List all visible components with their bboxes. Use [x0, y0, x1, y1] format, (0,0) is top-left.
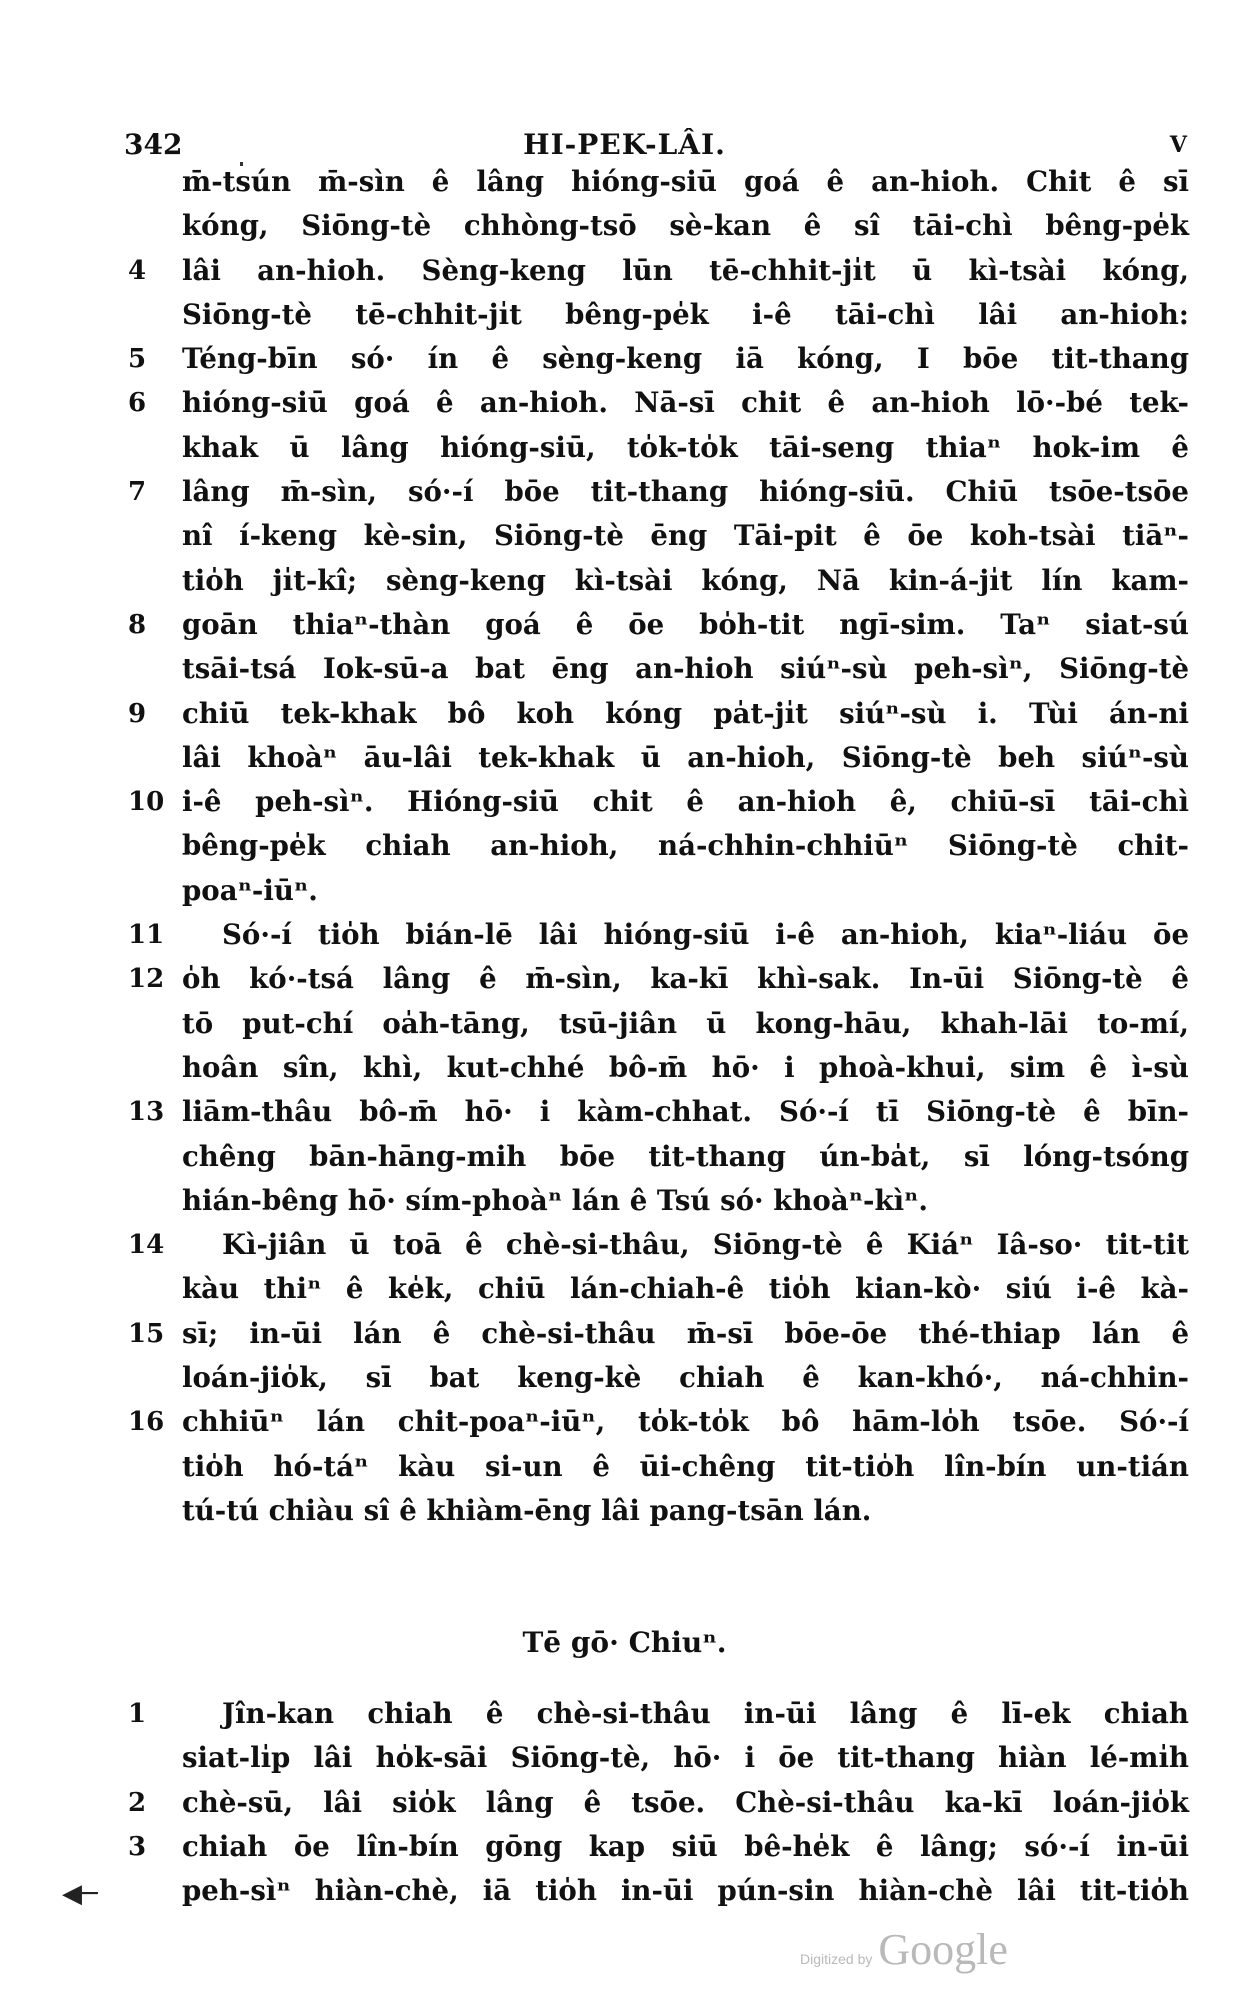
line-text: poaⁿ-iūⁿ.: [182, 873, 318, 907]
text-line: [0, 736, 1249, 780]
line-text: Jîn-kan chiah ê chè-si-thâu in-ūi lâng ê lī-ek chiah: [222, 1697, 1189, 1730]
verse-number: 9: [128, 698, 147, 729]
verse-number: 2: [128, 1787, 147, 1818]
verse-number: 12: [128, 964, 165, 995]
text-line: [0, 1267, 1249, 1311]
line-text: hióng-siū goá ê an-hioh. Nā-sī chit ê an-hioh lō·-bé tek-: [182, 386, 1189, 420]
line-text: goān thiaⁿ-thàn goá ê ōe bo̍h-tit ngī-sim. Taⁿ siat-sú: [182, 607, 1189, 641]
line-text: Só·-í tio̍h bián-lē lâi hióng-siū i-ê an-hioh, kiaⁿ-liáu ōe: [222, 918, 1189, 952]
text-line: [0, 1090, 1249, 1134]
text-line: [0, 1312, 1249, 1356]
line-text: hián-bêng hō· sím-phoàⁿ lán ê Tsú só· khoàⁿ-kìⁿ.: [182, 1183, 928, 1217]
line-text: m̄-tsún m̄-sìn ê lâng hióng-siū goá ê an-hioh. Chit ê sī: [182, 165, 1189, 198]
text-line: [0, 780, 1249, 824]
text-line: [0, 1356, 1249, 1400]
text-line: [0, 1869, 1249, 1913]
text-line: [0, 824, 1249, 868]
line-text: nî í-keng kè-sin, Siōng-tè ēng Tāi-pit ê ōe koh-tsài tiāⁿ-: [182, 519, 1189, 553]
line-text: lâng m̄-sìn, só·-í bōe tit-thang hióng-siū. Chiū tsōe-tsōe: [182, 475, 1189, 509]
text-line: [0, 1445, 1249, 1489]
line-text: lâi an-hioh. Sèng-keng lūn tē-chhit-ji̍t ū kì-tsài kóng,: [182, 253, 1189, 287]
verse-number: 5: [128, 344, 147, 375]
line-text: tio̍h hó-táⁿ kàu si-un ê ūi-chêng tit-tio̍h lîn-bín un-tián: [182, 1449, 1189, 1483]
verse-number: 1: [128, 1699, 147, 1729]
text-line: [0, 1179, 1249, 1223]
line-text: chiah ōe lîn-bín gōng kap siū bê-he̍k ê lâng; só·-í in-ūi: [182, 1829, 1189, 1863]
verse-number: 16: [128, 1407, 165, 1438]
line-text: o̍h kó·-tsá lâng ê m̄-sìn, ka-kī khì-sak. In-ūi Siōng-tè ê: [182, 962, 1189, 996]
text-line: [0, 692, 1249, 736]
text-line: [0, 1692, 1249, 1736]
text-line: [0, 1781, 1249, 1825]
verse-number: 4: [128, 255, 147, 286]
body-text-section-2: [0, 1692, 1249, 1913]
line-text: chhiūⁿ lán chit-poaⁿ-iūⁿ, to̍k-to̍k bô hām-lo̍h tsōe. Só·-í: [182, 1405, 1189, 1439]
line-text: kàu thiⁿ ê ke̍k, chiū lán-chiah-ê tio̍h kian-kò· siú i-ê kà-: [182, 1272, 1189, 1306]
watermark: [800, 1924, 1008, 1975]
verse-number: 13: [128, 1097, 165, 1128]
line-text: sī; in-ūi lán ê chè-si-thâu m̄-sī bōe-ōe thé-thiap lán ê: [182, 1316, 1189, 1350]
line-text: kóng, Siōng-tè chhòng-tsō sè-kan ê sî tāi-chì bêng-pe̍k: [182, 209, 1189, 243]
line-text: tú-tú chiàu sî ê khiàm-ēng lâi pang-tsān lán.: [182, 1493, 872, 1527]
text-line: [0, 160, 1249, 204]
line-text: peh-sìⁿ hiàn-chè, iā tio̍h in-ūi pún-sin hiàn-chè lâi tit-tio̍h: [182, 1874, 1189, 1908]
line-text: liām-thâu bô-m̄ hō· i kàm-chhat. Só·-í tī Siōng-tè ê bīn-: [182, 1095, 1189, 1129]
line-text: bêng-pe̍k chiah an-hioh, ná-chhin-chhiūⁿ Siōng-tè chit-: [182, 829, 1189, 863]
text-line: [0, 559, 1249, 603]
text-line: [0, 1135, 1249, 1179]
verse-number: 15: [128, 1318, 165, 1349]
text-line: [0, 293, 1249, 337]
text-line: [0, 381, 1249, 425]
line-text: i-ê peh-sìⁿ. Hióng-siū chit ê an-hioh ê, chiū-sī tāi-chì: [182, 785, 1189, 819]
verse-number: 14: [128, 1230, 165, 1261]
line-text: chè-sū, lâi sio̍k lâng ê tsōe. Chè-si-thâu ka-kī loán-jio̍k: [182, 1785, 1189, 1819]
line-text: lâi khoàⁿ āu-lâi tek-khak ū an-hioh, Siōng-tè beh siúⁿ-sù: [182, 740, 1189, 774]
text-line: [0, 426, 1249, 470]
text-line: [0, 470, 1249, 514]
text-line: [0, 957, 1249, 1001]
verse-number: 6: [128, 388, 147, 419]
verse-number: 11: [128, 920, 165, 951]
text-line: [0, 869, 1249, 913]
line-text: Siōng-tè tē-chhit-ji̍t bêng-pe̍k i-ê tāi-chì lâi an-hioh:: [182, 297, 1189, 331]
text-line: [0, 1736, 1249, 1780]
line-text: loán-jio̍k, sī bat keng-kè chiah ê kan-khó·, ná-chhin-: [182, 1361, 1189, 1395]
text-line: [0, 337, 1249, 381]
verse-number: 3: [128, 1831, 147, 1862]
text-line: [0, 1046, 1249, 1090]
text-line: [0, 1489, 1249, 1533]
line-text: chiū tek-khak bô koh kóng pa̍t-ji̍t siúⁿ-sù i. Tùi án-ni: [182, 696, 1189, 730]
text-line: [0, 1825, 1249, 1869]
text-line: [0, 913, 1249, 957]
line-text: tsāi-tsá Iok-sū-a bat ēng an-hioh siúⁿ-sù peh-sìⁿ, Siōng-tè: [182, 652, 1189, 686]
line-text: tō put-chí oa̍h-tāng, tsū-jiân ū kong-hāu, khah-lāi to-mí,: [182, 1006, 1189, 1040]
line-text: hoân sîn, khì, kut-chhé bô-m̄ hō· i phoà-khui, sim ê ì-sù: [182, 1050, 1189, 1084]
page-number: 342: [124, 128, 183, 161]
signature-mark: V: [1169, 132, 1187, 158]
verse-number: 10: [128, 787, 165, 818]
verse-number: 7: [128, 477, 147, 508]
text-line: [0, 249, 1249, 293]
text-line: [0, 1223, 1249, 1267]
watermark-prefix: Digitized by: [800, 1951, 873, 1967]
verse-number: 8: [128, 609, 147, 640]
line-text: siat-li̍p lâi ho̍k-sāi Siōng-tè, hō· i ōe tit-thang hiàn lé-mi̍h: [182, 1741, 1189, 1775]
line-text: Kì-jiân ū toā ê chè-si-thâu, Siōng-tè ê Kiáⁿ Iâ-so· tit-tit: [222, 1228, 1189, 1262]
text-line: [0, 603, 1249, 647]
body-text-section-1: [0, 160, 1249, 1533]
text-line: [0, 647, 1249, 691]
line-text: Téng-bīn só· ín ê sèng-keng iā kóng, I bōe tit-thang: [182, 342, 1189, 376]
running-title: HI-PEK-LÂI.: [523, 128, 726, 161]
line-text: tio̍h ji̍t-kî; sèng-keng kì-tsài kóng, Nā kin-á-ji̍t lín kam-: [182, 563, 1189, 597]
text-line: [0, 204, 1249, 248]
text-line: [0, 1400, 1249, 1444]
text-line: [0, 1002, 1249, 1046]
watermark-logo: Google: [878, 1925, 1008, 1974]
line-text: chêng bān-hāng-mih bōe tit-thang ún-ba̍t, sī lóng-tsóng: [182, 1139, 1189, 1173]
margin-arrow-icon: ◀─: [62, 1879, 98, 1909]
line-text: khak ū lâng hióng-siū, to̍k-to̍k tāi-seng thiaⁿ hok-im ê: [182, 430, 1189, 464]
chapter-heading: Tē gō· Chiuⁿ.: [522, 1626, 727, 1659]
text-line: [0, 514, 1249, 558]
